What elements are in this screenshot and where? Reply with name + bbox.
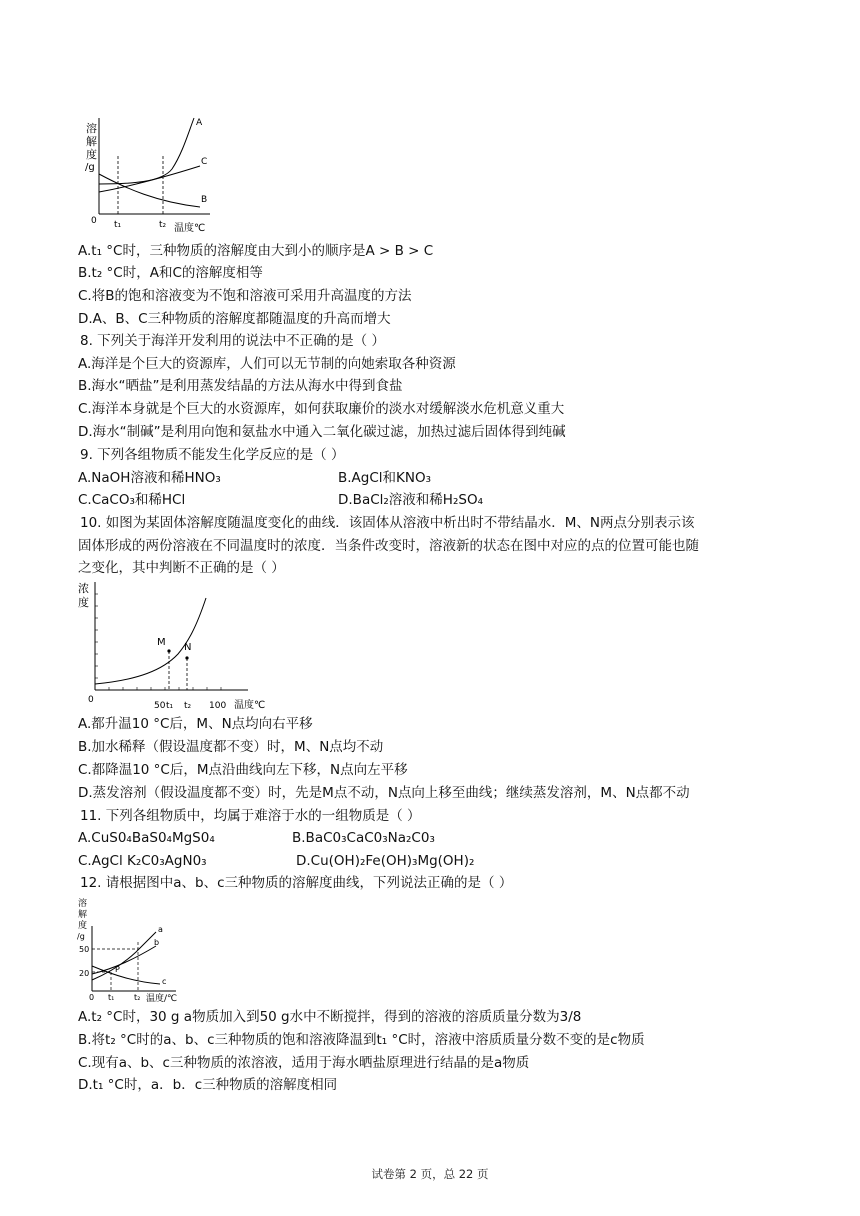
- y-axis-label-char: 解: [86, 135, 97, 148]
- origin-label: 0: [89, 993, 95, 1002]
- q8-option-b: B.海水“晒盐”是利用蒸发结晶的方法从海水中得到食盐: [78, 378, 403, 394]
- q10-stem-line1: 10. 如图为某固体溶解度随温度变化的曲线．该固体从溶液中析出时不带结晶水．M、N两点分别表示该: [80, 515, 695, 531]
- curve-a: [92, 932, 156, 980]
- tick-100-label: 100: [209, 701, 227, 711]
- q12-option-c: C.现有a、b、c三种物质的浓溶液，适用于海水晒盐原理进行结晶的是a物质: [78, 1055, 530, 1071]
- tick-50-label: 50: [154, 701, 166, 711]
- curve-c-label: C: [201, 157, 208, 167]
- curve-b: [99, 174, 200, 207]
- t1-label: t₁: [108, 993, 115, 1002]
- q10-option-d: D.蒸发溶剂（假设温度都不变）时，先是M点不动，N点向上移至曲线；继续蒸发溶剂，M、N点都不动: [78, 785, 690, 801]
- curve-b-label: B: [201, 195, 208, 205]
- t2-label: t₂: [159, 220, 167, 230]
- solubility-figure-q12: [76, 896, 186, 1004]
- t1-label: t₁: [166, 701, 174, 711]
- q8-option-d: D.海水“制碱”是利用向饱和氨盐水中通入二氧化碳过滤，加热过滤后固体得到纯碱: [78, 424, 566, 440]
- x-axis-label: 温度℃: [174, 223, 206, 234]
- q9-option-a: A.NaOH溶液和稀HNO₃: [78, 470, 221, 486]
- q10-stem-line3: 之变化，其中判断不正确的是（ ）: [78, 560, 285, 576]
- q9-option-d: D.BaCl₂溶液和稀H₂SO₄: [338, 492, 483, 508]
- x-axis-label: 温度/℃: [146, 994, 178, 1004]
- q10-stem-line2: 固体形成的两份溶液在不同温度时的浓度．当条件改变时，溶液新的状态在图中对应的点的位置可能也随: [78, 538, 699, 554]
- origin-label: 0: [91, 216, 97, 226]
- q10-option-c: C.都降温10 °C后，M点沿曲线向左下移，N点向左平移: [78, 762, 408, 778]
- point-p-label: P: [115, 965, 120, 974]
- curve-a: [99, 118, 194, 184]
- curve-c: [99, 166, 200, 192]
- q12-option-a: A.t₂ °C时，30 g a物质加入到50 g水中不断搅拌，得到的溶液的溶质质量分数为3/8: [78, 1009, 582, 1025]
- curve-a-label: A: [196, 118, 203, 128]
- q11-option-c: C.AgCl K₂C0₃AgN0₃: [78, 853, 207, 869]
- y-axis-label-char: 度: [78, 596, 89, 609]
- y-axis-label-char: /g: [77, 932, 85, 941]
- solubility-curve: [95, 598, 206, 684]
- q8-option-a: A.海洋是个巨大的资源库，人们可以无节制的向她索取各种资源: [78, 356, 456, 372]
- q11-option-d: D.Cu(OH)₂Fe(OH)₃Mg(OH)₂: [296, 853, 475, 869]
- point-m-label: M: [157, 637, 166, 648]
- y-axis-label-char: 解: [78, 910, 88, 920]
- origin-label: 0: [88, 695, 94, 705]
- y-axis-label-char: 度: [86, 148, 97, 161]
- t1-label: t₁: [114, 220, 122, 230]
- y-axis-label-char: 浓: [78, 582, 89, 595]
- solubility-figure-q7: [82, 114, 222, 234]
- curve-a-label: a: [158, 925, 163, 934]
- q10-option-a: A.都升温10 °C后，M、N点均向右平移: [78, 716, 313, 732]
- q10-option-b: B.加水稀释（假设温度都不变）时，M、N点均不动: [78, 739, 384, 755]
- q9-stem: 9. 下列各组物质不能发生化学反应的是（ ）: [80, 447, 345, 463]
- q7-option-a: A.t₁ °C时，三种物质的溶解度由大到小的顺序是A > B > C: [78, 243, 434, 259]
- q8-stem: 8. 下列关于海洋开发利用的说法中不正确的是（ ）: [80, 333, 385, 349]
- x-axis-label: 温度℃: [234, 700, 266, 711]
- q12-option-d: D.t₁ °C时，a．b．c三种物质的溶解度相同: [78, 1077, 338, 1093]
- y-axis-label-char: 溶: [78, 899, 88, 909]
- point-n-label: N: [184, 642, 192, 653]
- y50-label: 50: [79, 945, 90, 954]
- q7-option-b: B.t₂ °C时，A和C的溶解度相等: [78, 265, 263, 281]
- concentration-figure-q10: [78, 580, 278, 712]
- q7-option-d: D.A、B、C三种物质的溶解度都随温度的升高而增大: [78, 311, 391, 327]
- y-axis-label-char: 度: [78, 921, 88, 931]
- curve-b-label: b: [154, 938, 160, 947]
- curve-c-label: c: [162, 977, 167, 986]
- q9-option-b: B.AgCl和KNO₃: [338, 470, 432, 486]
- point-n: [185, 656, 188, 659]
- q11-stem: 11. 下列各组物质中，均属于难溶于水的一组物质是（ ）: [80, 808, 421, 824]
- y-axis-label-char: /g: [85, 162, 95, 173]
- q12-option-b: B.将t₂ °C时的a、b、c三种物质的饱和溶液降温到t₁ °C时，溶液中溶质质量分数不变的是c物质: [78, 1032, 645, 1048]
- q7-option-c: C.将B的饱和溶液变为不饱和溶液可采用升高温度的方法: [78, 288, 412, 304]
- q11-option-b: B.BaC0₃CaC0₃Na₂C0₃: [292, 830, 435, 846]
- y20-label: 20: [79, 969, 90, 978]
- q8-option-c: C.海洋本身就是个巨大的水资源库，如何获取廉价的淡水对缓解淡水危机意义重大: [78, 401, 565, 417]
- page-footer: 试卷第 2 页，总 22 页: [371, 1167, 489, 1181]
- t2-label: t₂: [134, 993, 141, 1002]
- q9-option-c: C.CaCO₃和稀HCl: [78, 492, 186, 508]
- t2-label: t₂: [184, 701, 192, 711]
- y-axis-label-char: 溶: [86, 122, 97, 135]
- point-m: [167, 649, 170, 652]
- q11-option-a: A.CuS0₄BaS0₄MgS0₄: [78, 830, 215, 846]
- q12-stem: 12. 请根据图中a、b、c三种物质的溶解度曲线，下列说法正确的是（ ）: [80, 875, 513, 891]
